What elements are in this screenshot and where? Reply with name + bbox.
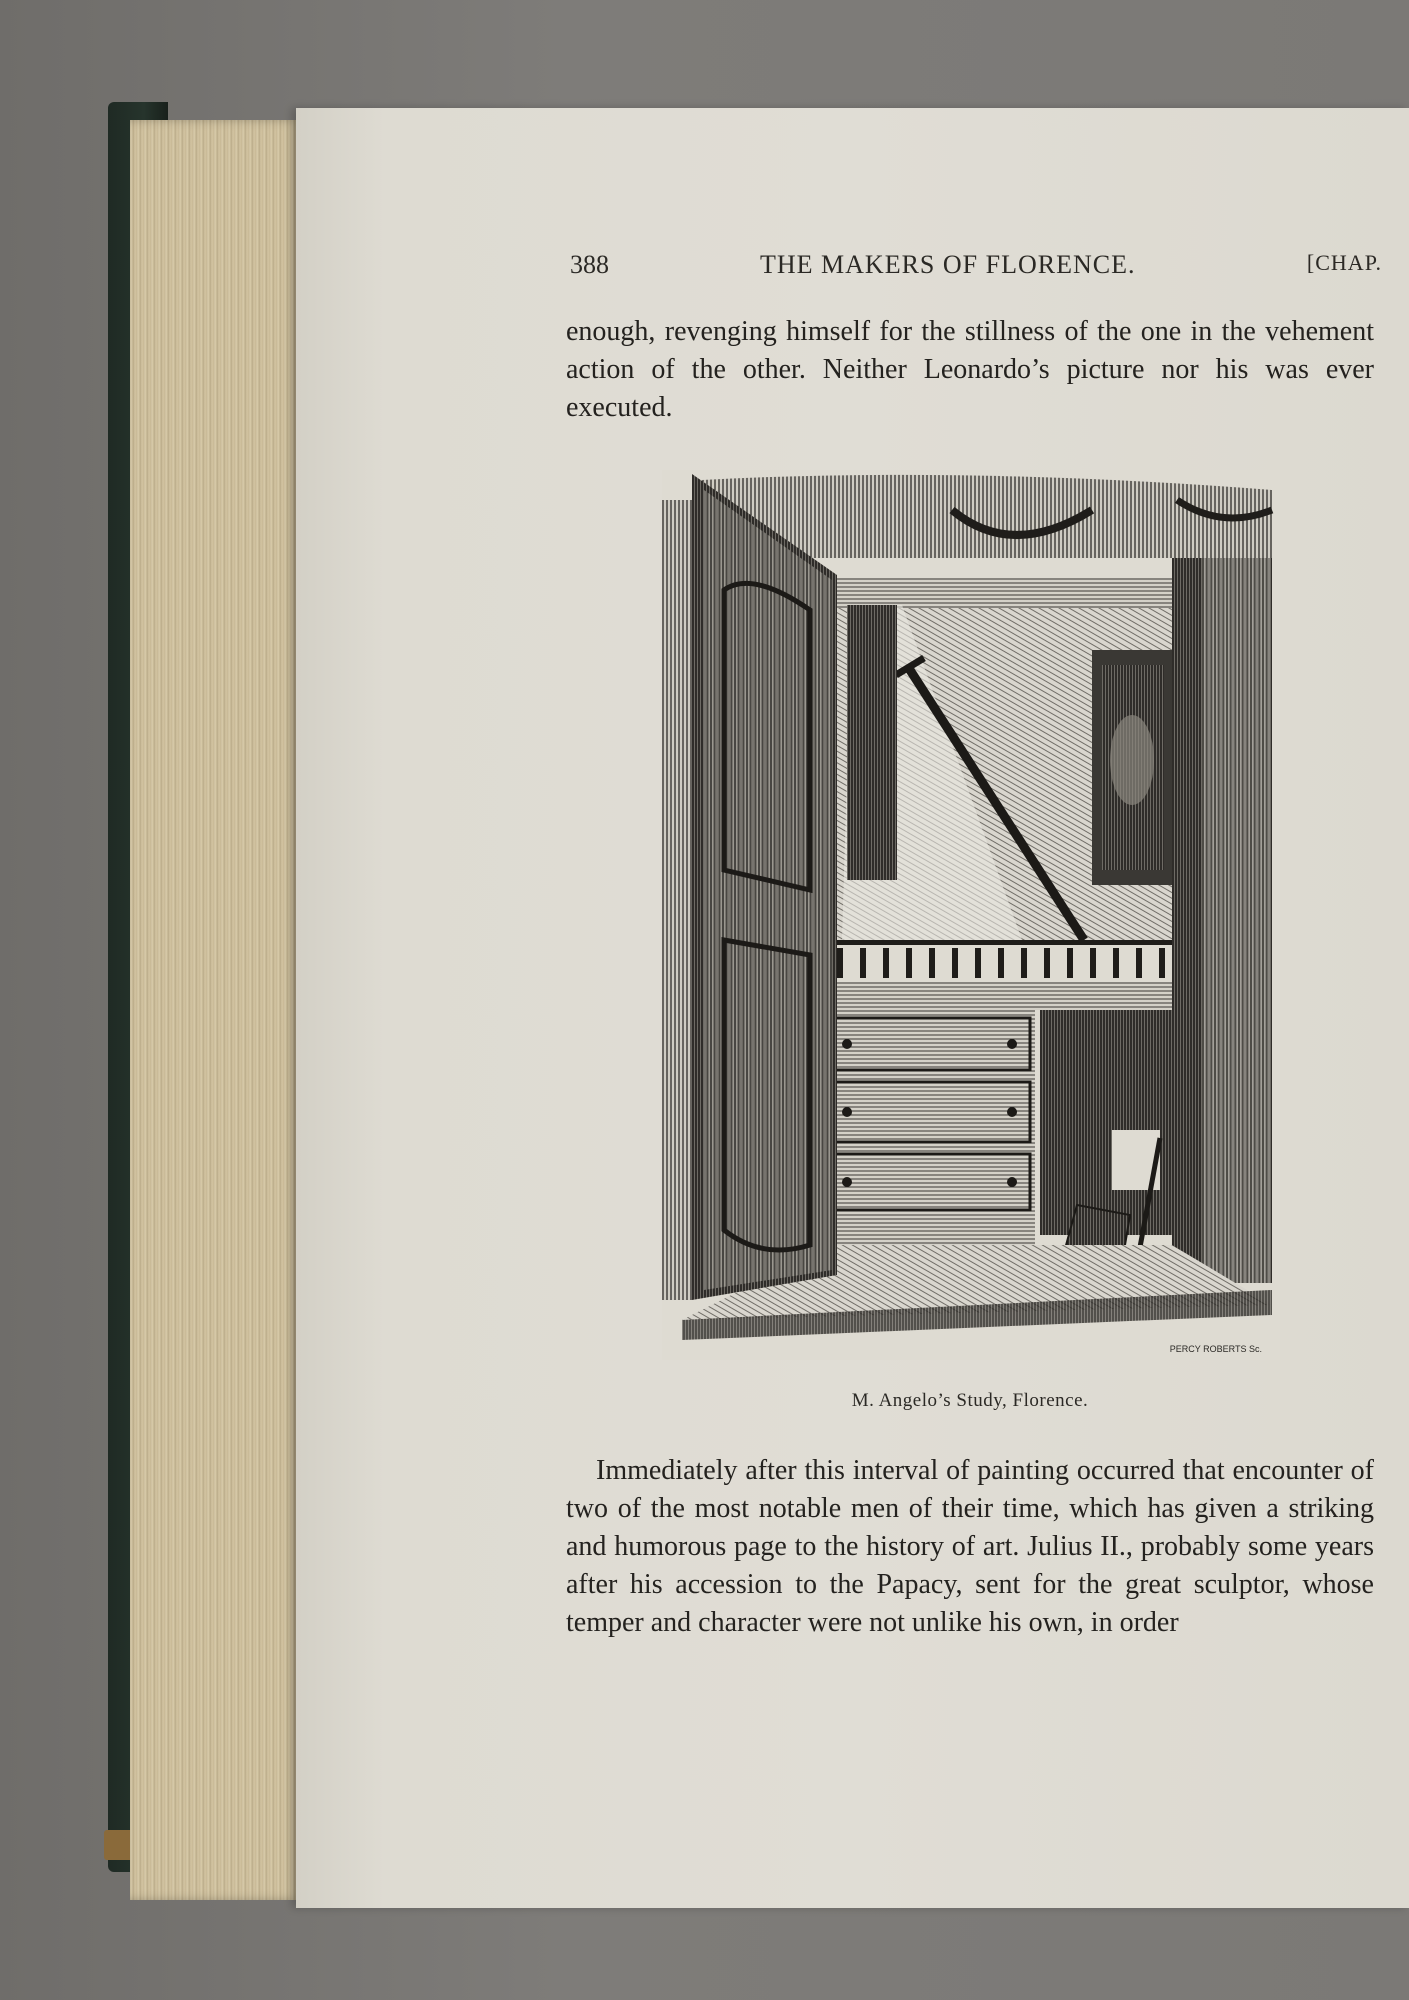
engraver-signature: PERCY ROBERTS Sc. <box>1169 1344 1262 1354</box>
engraving-illustration <box>662 470 1280 1360</box>
book-title: THE MAKERS OF FLORENCE. <box>760 250 1136 279</box>
paragraph-bottom <box>566 1452 1374 1642</box>
running-head <box>570 250 1382 290</box>
illustration-caption: M. Angelo’s Study, Florence. <box>851 1390 1089 1411</box>
page-number: 388 <box>570 250 609 279</box>
chapter-mark: [CHAP. <box>1306 250 1382 275</box>
curtain <box>847 605 897 880</box>
paragraph-top <box>566 313 1374 427</box>
page-edges <box>130 120 300 1900</box>
paragraph-top-text: enough, revenging himself for the stillness of the one in the vehement action of the other. Neither Leonardo’s picture nor his was ever executed. <box>566 316 1374 423</box>
dark-recess <box>1040 1010 1172 1235</box>
table-top <box>830 982 1172 1010</box>
paragraph-bottom-text: Immediately after this interval of painting occurred that encounter of two of the most notable men of their time, which has given a striking and humorous page to the history of art. Julius II., probably some years after his accession to the Papacy, sent for the great sculptor, whose temper and character were not unlike his own, in order <box>566 1455 1374 1638</box>
